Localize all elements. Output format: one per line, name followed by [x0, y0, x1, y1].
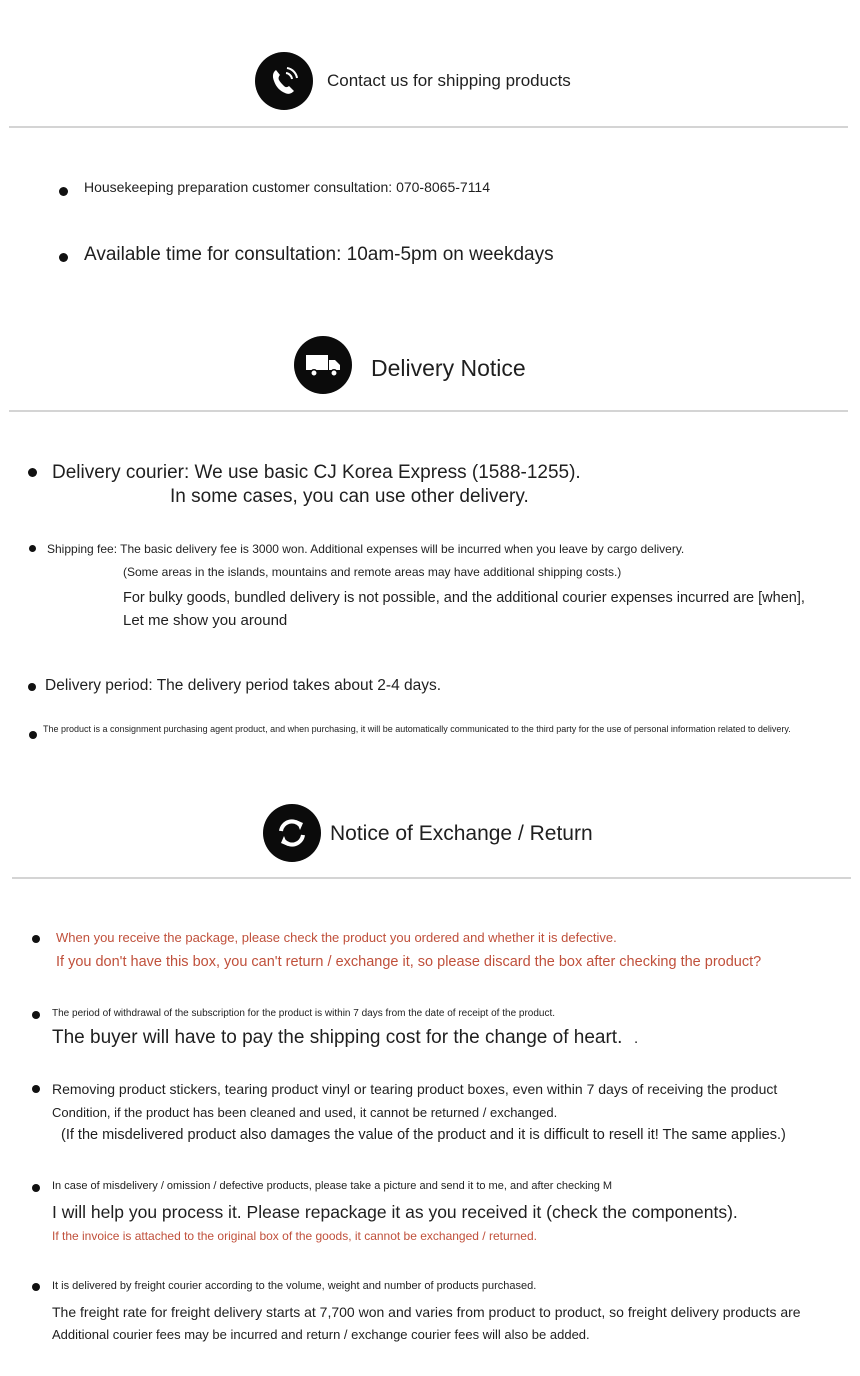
- section-divider: [9, 126, 848, 128]
- bullet: [32, 1283, 40, 1291]
- delivery-period: Delivery period: The delivery period takes about 2-4 days.: [45, 677, 442, 694]
- section-divider: [12, 877, 851, 879]
- exchange-item3-line3: (If the misdelivered product also damages the value of the product and it is difficult to resell it! The same applies.): [61, 1127, 786, 1143]
- exchange-section-title: Notice of Exchange / Return: [330, 822, 593, 845]
- shipping-fee-line3: For bulky goods, bundled delivery is not possible, and the additional courier expenses incurred are [when],: [123, 590, 805, 606]
- truck-icon: [294, 336, 352, 394]
- bullet: [32, 935, 40, 943]
- consignment-note: The product is a consignment purchasing agent product, and when purchasing, it will be automatically communicated to the third party for the use of personal information related to delivery.: [43, 724, 791, 734]
- bullet: [29, 731, 37, 739]
- exchange-item3-line2: Condition, if the product has been cleaned and used, it cannot be returned / exchanged.: [52, 1105, 558, 1120]
- shipping-fee-line1: Shipping fee: The basic delivery fee is 3000 won. Additional expenses will be incurred when you leave by cargo delivery.: [47, 542, 685, 556]
- exchange-item2-line1: The period of withdrawal of the subscription for the product is within 7 days from the date of receipt of the product.: [52, 1008, 556, 1019]
- exchange-item4-line3: If the invoice is attached to the original box of the goods, it cannot be exchanged / returned.: [52, 1229, 537, 1243]
- exchange-item5-line1: It is delivered by freight courier according to the volume, weight and number of products purchased.: [52, 1280, 537, 1292]
- contact-phone-item: Housekeeping preparation customer consultation: 070-8065-7114: [84, 179, 491, 195]
- shipping-fee-line4: Let me show you around: [123, 612, 288, 629]
- exchange-item1-line1: When you receive the package, please check the product you ordered and whether it is defective.: [56, 930, 617, 945]
- exchange-item2-line2: The buyer will have to pay the shipping cost for the change of heart.: [52, 1027, 623, 1048]
- bullet: [29, 545, 36, 552]
- contact-section-title: Contact us for shipping products: [327, 71, 571, 90]
- phone-icon: [255, 52, 313, 110]
- exchange-item4-line2: I will help you process it. Please repackage it as you received it (check the components).: [52, 1202, 738, 1222]
- bullet: [28, 468, 37, 477]
- exchange-item5-line3: Additional courier fees may be incurred and return / exchange courier fees will also be added.: [52, 1327, 590, 1342]
- shipping-fee-line2: (Some areas in the islands, mountains and remote areas may have additional shipping costs.): [123, 565, 622, 579]
- exchange-item1-line2: If you don't have this box, you can't return / exchange it, so please discard the box after checking the product?: [56, 954, 762, 970]
- bullet: [32, 1011, 40, 1019]
- bullet: [32, 1184, 40, 1192]
- bullet: [59, 187, 68, 196]
- bullet: [32, 1085, 40, 1093]
- exchange-item4-line1: In case of misdelivery / omission / defective products, please take a picture and send it to me, and after checking M: [52, 1180, 613, 1192]
- refresh-icon: [263, 804, 321, 862]
- exchange-item3-line1: Removing product stickers, tearing product vinyl or tearing product boxes, even within 7 days of receiving the product: [52, 1081, 778, 1097]
- bullet: [59, 253, 68, 262]
- exchange-item2-mark: .: [634, 1030, 639, 1047]
- section-divider: [9, 410, 848, 412]
- contact-hours-item: Available time for consultation: 10am-5pm on weekdays: [84, 244, 554, 265]
- delivery-courier-line1: Delivery courier: We use basic CJ Korea Express (1588-1255).: [52, 462, 581, 483]
- bullet: [28, 683, 36, 691]
- delivery-section-title: Delivery Notice: [371, 355, 526, 381]
- exchange-item5-line2: The freight rate for freight delivery starts at 7,700 won and varies from product to product, so freight delivery products are: [52, 1304, 801, 1320]
- delivery-courier-line2: In some cases, you can use other delivery.: [170, 486, 529, 507]
